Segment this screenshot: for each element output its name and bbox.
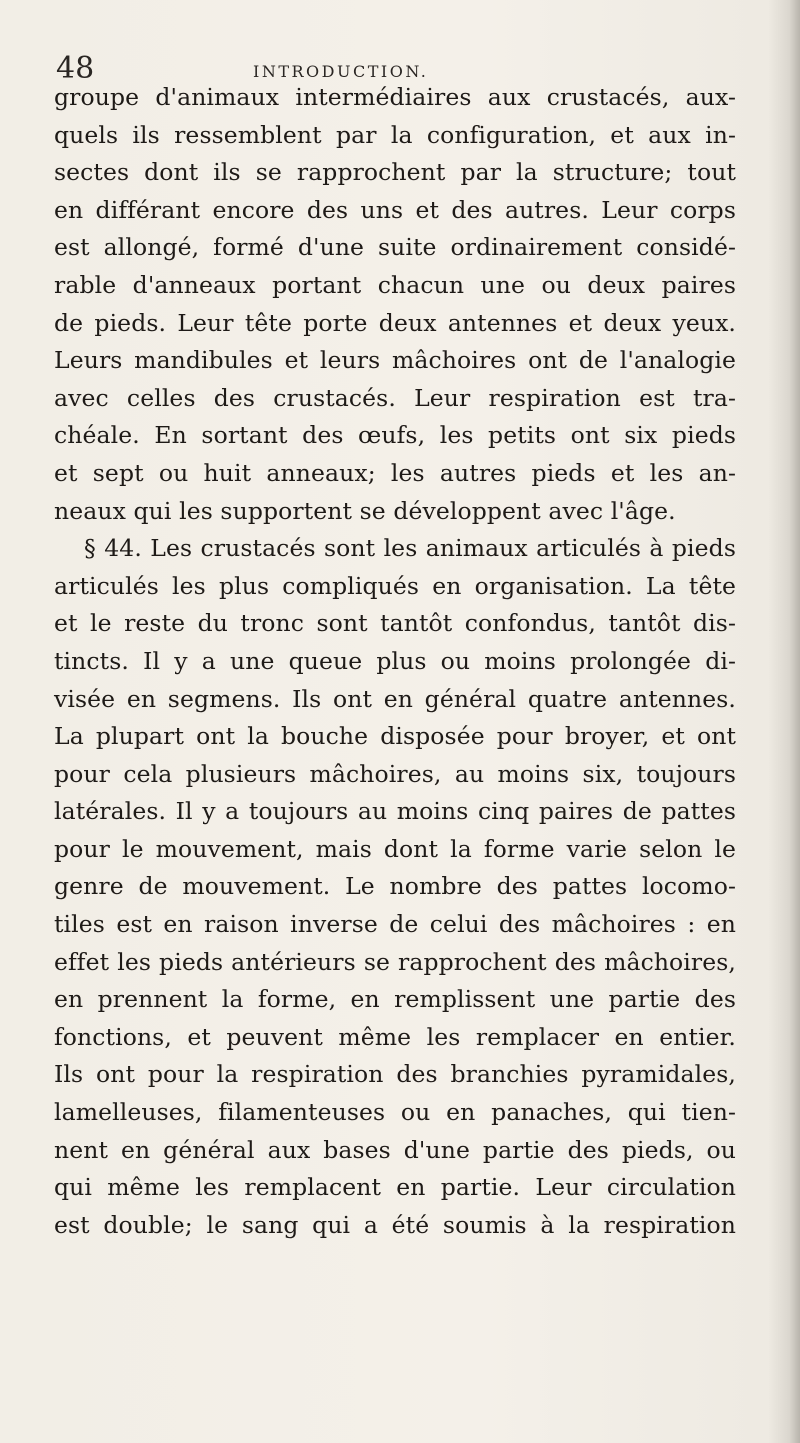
page-edge-shadow [790, 0, 800, 1443]
text-line: avec celles des crustacés. Leur respiration est tra- [54, 383, 736, 412]
text-line: quels ils ressemblent par la configuration, et aux in- [54, 120, 736, 149]
text-line: qui même les remplacent en partie. Leur circulation [54, 1173, 736, 1202]
body-text [54, 79, 736, 1244]
text-line: pour cela plusieurs mâchoires, au moins six, toujours [54, 759, 736, 788]
text-line: groupe d'animaux intermédiaires aux crustacés, aux- [54, 83, 736, 111]
text-line: de pieds. Leur tête porte deux antennes et deux yeux. [54, 308, 736, 337]
running-head: INTRODUCTION. [253, 62, 429, 81]
text-line: latérales. Il y a toujours au moins cinq paires de pattes [54, 797, 736, 826]
text-line: Ils ont pour la respiration des branchies pyramidales, [54, 1060, 736, 1089]
text-line: nent en général aux bases d'une partie des pieds, ou [54, 1135, 736, 1164]
text-line: tiles est en raison inverse de celui des mâchoires : en [54, 910, 736, 939]
text-line: Leurs mandibules et leurs mâchoires ont de l'analogie [54, 346, 736, 375]
text-line: rable d'anneaux portant chacun une ou deux paires [54, 270, 736, 299]
text-line: articulés les plus compliqués en organisation. La tête [54, 571, 736, 600]
text-line: tincts. Il y a une queue plus ou moins prolongée di- [54, 646, 736, 675]
text-line: est double; le sang qui a été soumis à la respiration [54, 1210, 736, 1239]
text-line: est allongé, formé d'une suite ordinairement considé- [54, 233, 736, 262]
section-heading-line: § 44. Les crustacés sont les animaux articulés à pieds [84, 534, 736, 563]
text-line: visée en segmens. Ils ont en général quatre antennes. [54, 684, 736, 713]
text-line: et sept ou huit anneaux; les autres pieds et les an- [54, 458, 736, 487]
text-line: pour le mouvement, mais dont la forme varie selon le [54, 834, 736, 863]
text-line: chéale. En sortant des œufs, les petits ont six pieds [54, 421, 736, 450]
text-line: et le reste du tronc sont tantôt confondus, tantôt dis- [54, 609, 736, 638]
text-line: fonctions, et peuvent même les remplacer en entier. [54, 1022, 736, 1051]
text-line: genre de mouvement. Le nombre des pattes locomo- [54, 872, 736, 901]
text-line: en différant encore des uns et des autres. Leur corps [54, 195, 736, 224]
text-line: en prennent la forme, en remplissent une partie des [54, 985, 736, 1014]
text-line: lamelleuses, filamenteuses ou en panaches, qui tien- [54, 1098, 736, 1127]
text-line: effet les pieds antérieurs se rapprochent des mâchoires, [54, 947, 736, 976]
text-line: La plupart ont la bouche disposée pour broyer, et ont [54, 722, 736, 751]
text-line: sectes dont ils se rapprochent par la structure; tout [54, 158, 736, 187]
page-number: 48 [56, 51, 95, 86]
text-line: neaux qui les supportent se développent avec l'âge. [54, 496, 676, 525]
